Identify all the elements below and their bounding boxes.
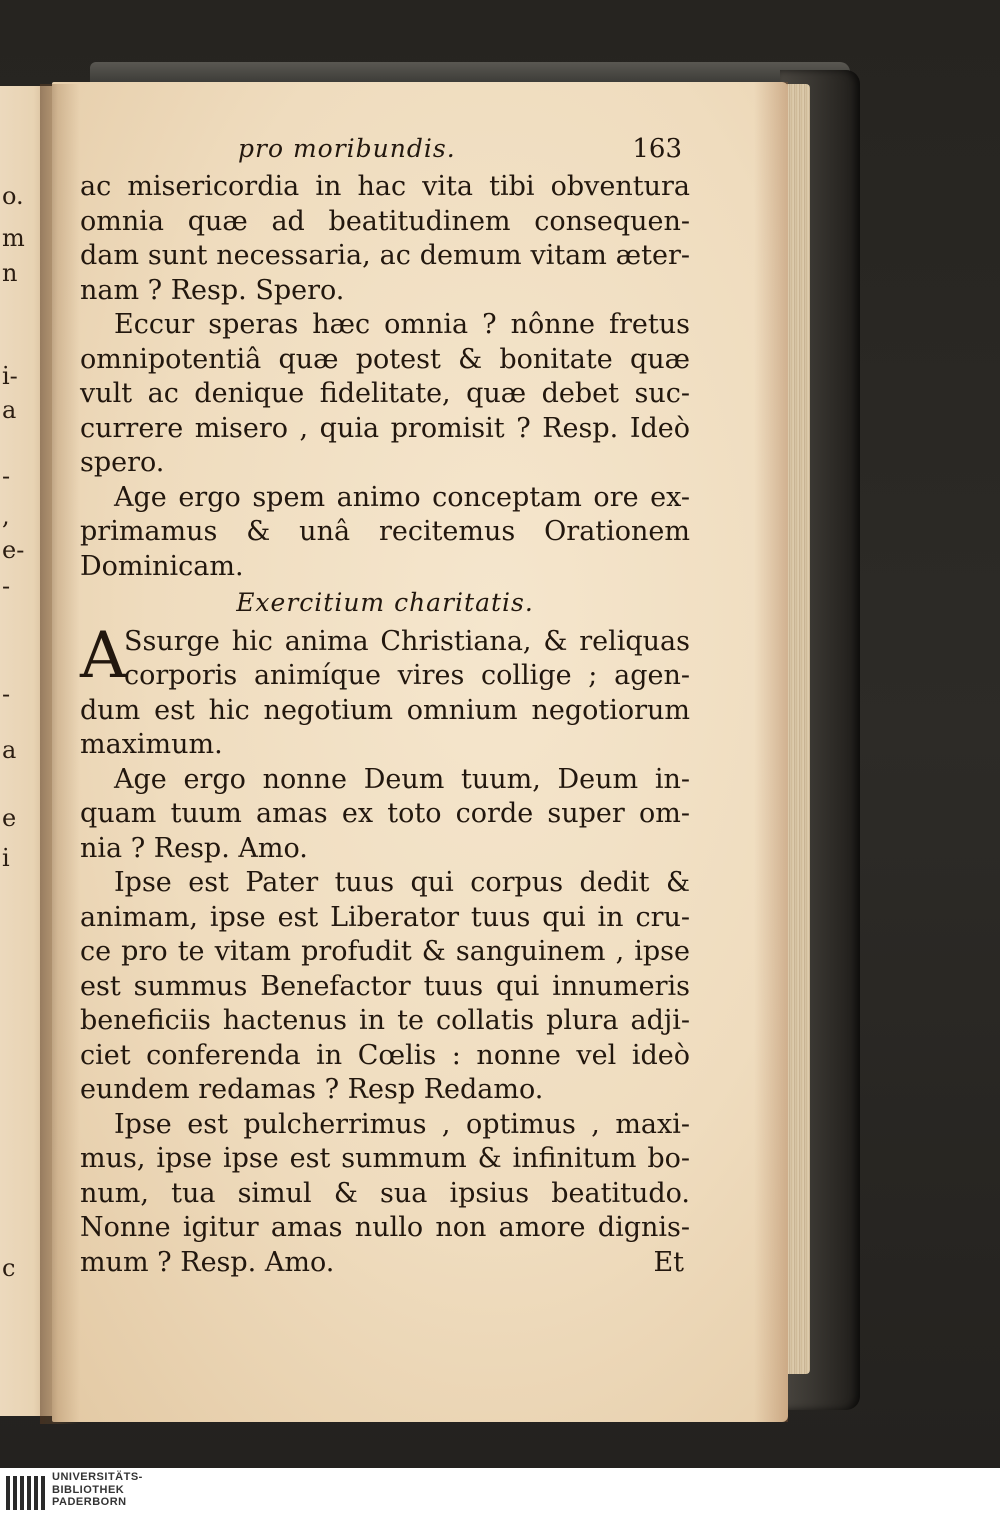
left-fragment: a [2,396,17,424]
text-line: Ssurge hic anima Christiana, & reliquas [124,625,690,657]
left-fragment: a [2,736,17,764]
book-cover-top [90,62,850,84]
paragraph-dropcap [80,618,690,763]
text-line: ac misericordia in hac vita tibi obventura [80,171,690,202]
text-line: maximum. [80,729,223,760]
paragraph [80,308,690,481]
text-line: mum ? Resp. Amo. [80,1246,335,1278]
paragraph [80,481,690,585]
catchword: Et [653,1246,684,1278]
text-line: Eccur speras hæc omnia ? nônne fretus [114,309,690,340]
text-line: est summus Benefactor tuus qui innumeris [80,970,690,1002]
left-fragment: o. [2,182,24,210]
section-heading: Exercitium charitatis. [236,588,534,617]
left-fragment: c [2,1254,16,1282]
left-fragment: m [2,224,25,252]
text-line: Age ergo nonne Deum tuum, Deum in- [114,763,690,795]
paragraph [80,1108,690,1281]
paragraph [80,170,690,308]
drop-capital: A [80,618,127,693]
text-line: ce pro te vitam profudit & sanguinem , ipse [80,936,690,967]
text-line: vult ac denique fidelitate, quæ debet suc- [80,378,690,409]
text-line: dum est hic negotium omnium negotiorum [80,694,690,726]
text-line: currere misero , quia promisit ? Resp. Ideò [80,412,690,444]
text-line: Ipse est pulcherrimus , optimus , maxi- [114,1108,690,1140]
logo-line: BIBLIOTHEK [52,1483,125,1496]
text-line: dam sunt necessaria, ac demum vitam æter- [80,240,690,271]
text-line: corporis animíque vires collige ; agen- [124,660,690,691]
text-line: omnipotentiâ quæ potest & bonitate quæ [80,343,690,375]
text-line: animam, ipse est Liberator tuus qui in cru- [80,901,690,933]
left-fragment: e [2,804,17,832]
left-fragment: i- [2,362,18,390]
footer-bar [0,1468,1000,1518]
text-line: spero. [80,447,165,478]
page-text [80,132,690,1280]
gutter-shadow [40,84,80,1424]
text-line: nam ? Resp. Spero. [80,274,345,306]
text-line: quam tuum amas ex toto corde super om- [80,798,690,829]
text-line: primamus & unâ recitemus Orationem [80,516,690,547]
running-head: pro moribundis. [238,134,456,163]
left-fragment: - [2,462,11,490]
logo-line: PADERBORN [52,1496,127,1508]
left-fragment: i [2,844,10,872]
text-line: eundem redamas ? Resp Redamo. [80,1074,544,1105]
library-logo-icon [6,1476,46,1510]
text-line: mus, ipse ipse est summum & infinitum bo- [80,1143,690,1174]
text-line: beneficiis hactenus in te collatis plura adji- [80,1005,690,1036]
paragraph [80,763,690,867]
last-line-row [80,1246,690,1281]
left-fragment: , [2,502,10,530]
text-line: Age ergo spem animo conceptam ore ex- [114,481,690,513]
text-line: ciet conferenda in Cœlis : nonne vel ideò [80,1039,690,1071]
logo-line: UNIVERSITÄTS- [52,1471,143,1483]
page-header [80,132,690,168]
text-line: omnia quæ ad beatitudinem consequen- [80,205,690,237]
page-number: 163 [632,134,682,164]
paragraph [80,866,690,1108]
text-line: Ipse est Pater tuus qui corpus dedit & [114,867,690,898]
text-line: num, tua simul & sua ipsius beatitudo. [80,1177,690,1209]
text-line: Nonne igitur amas nullo non amore dignis- [80,1212,690,1243]
left-fragment: n [2,259,18,287]
library-logo-text [52,1471,143,1509]
text-line: nia ? Resp. Amo. [80,832,308,864]
text-line: Dominicam. [80,550,244,582]
left-fragment: - [2,572,11,600]
book-page [52,82,788,1422]
left-fragment: - [2,680,11,708]
left-fragment: e- [2,536,25,564]
